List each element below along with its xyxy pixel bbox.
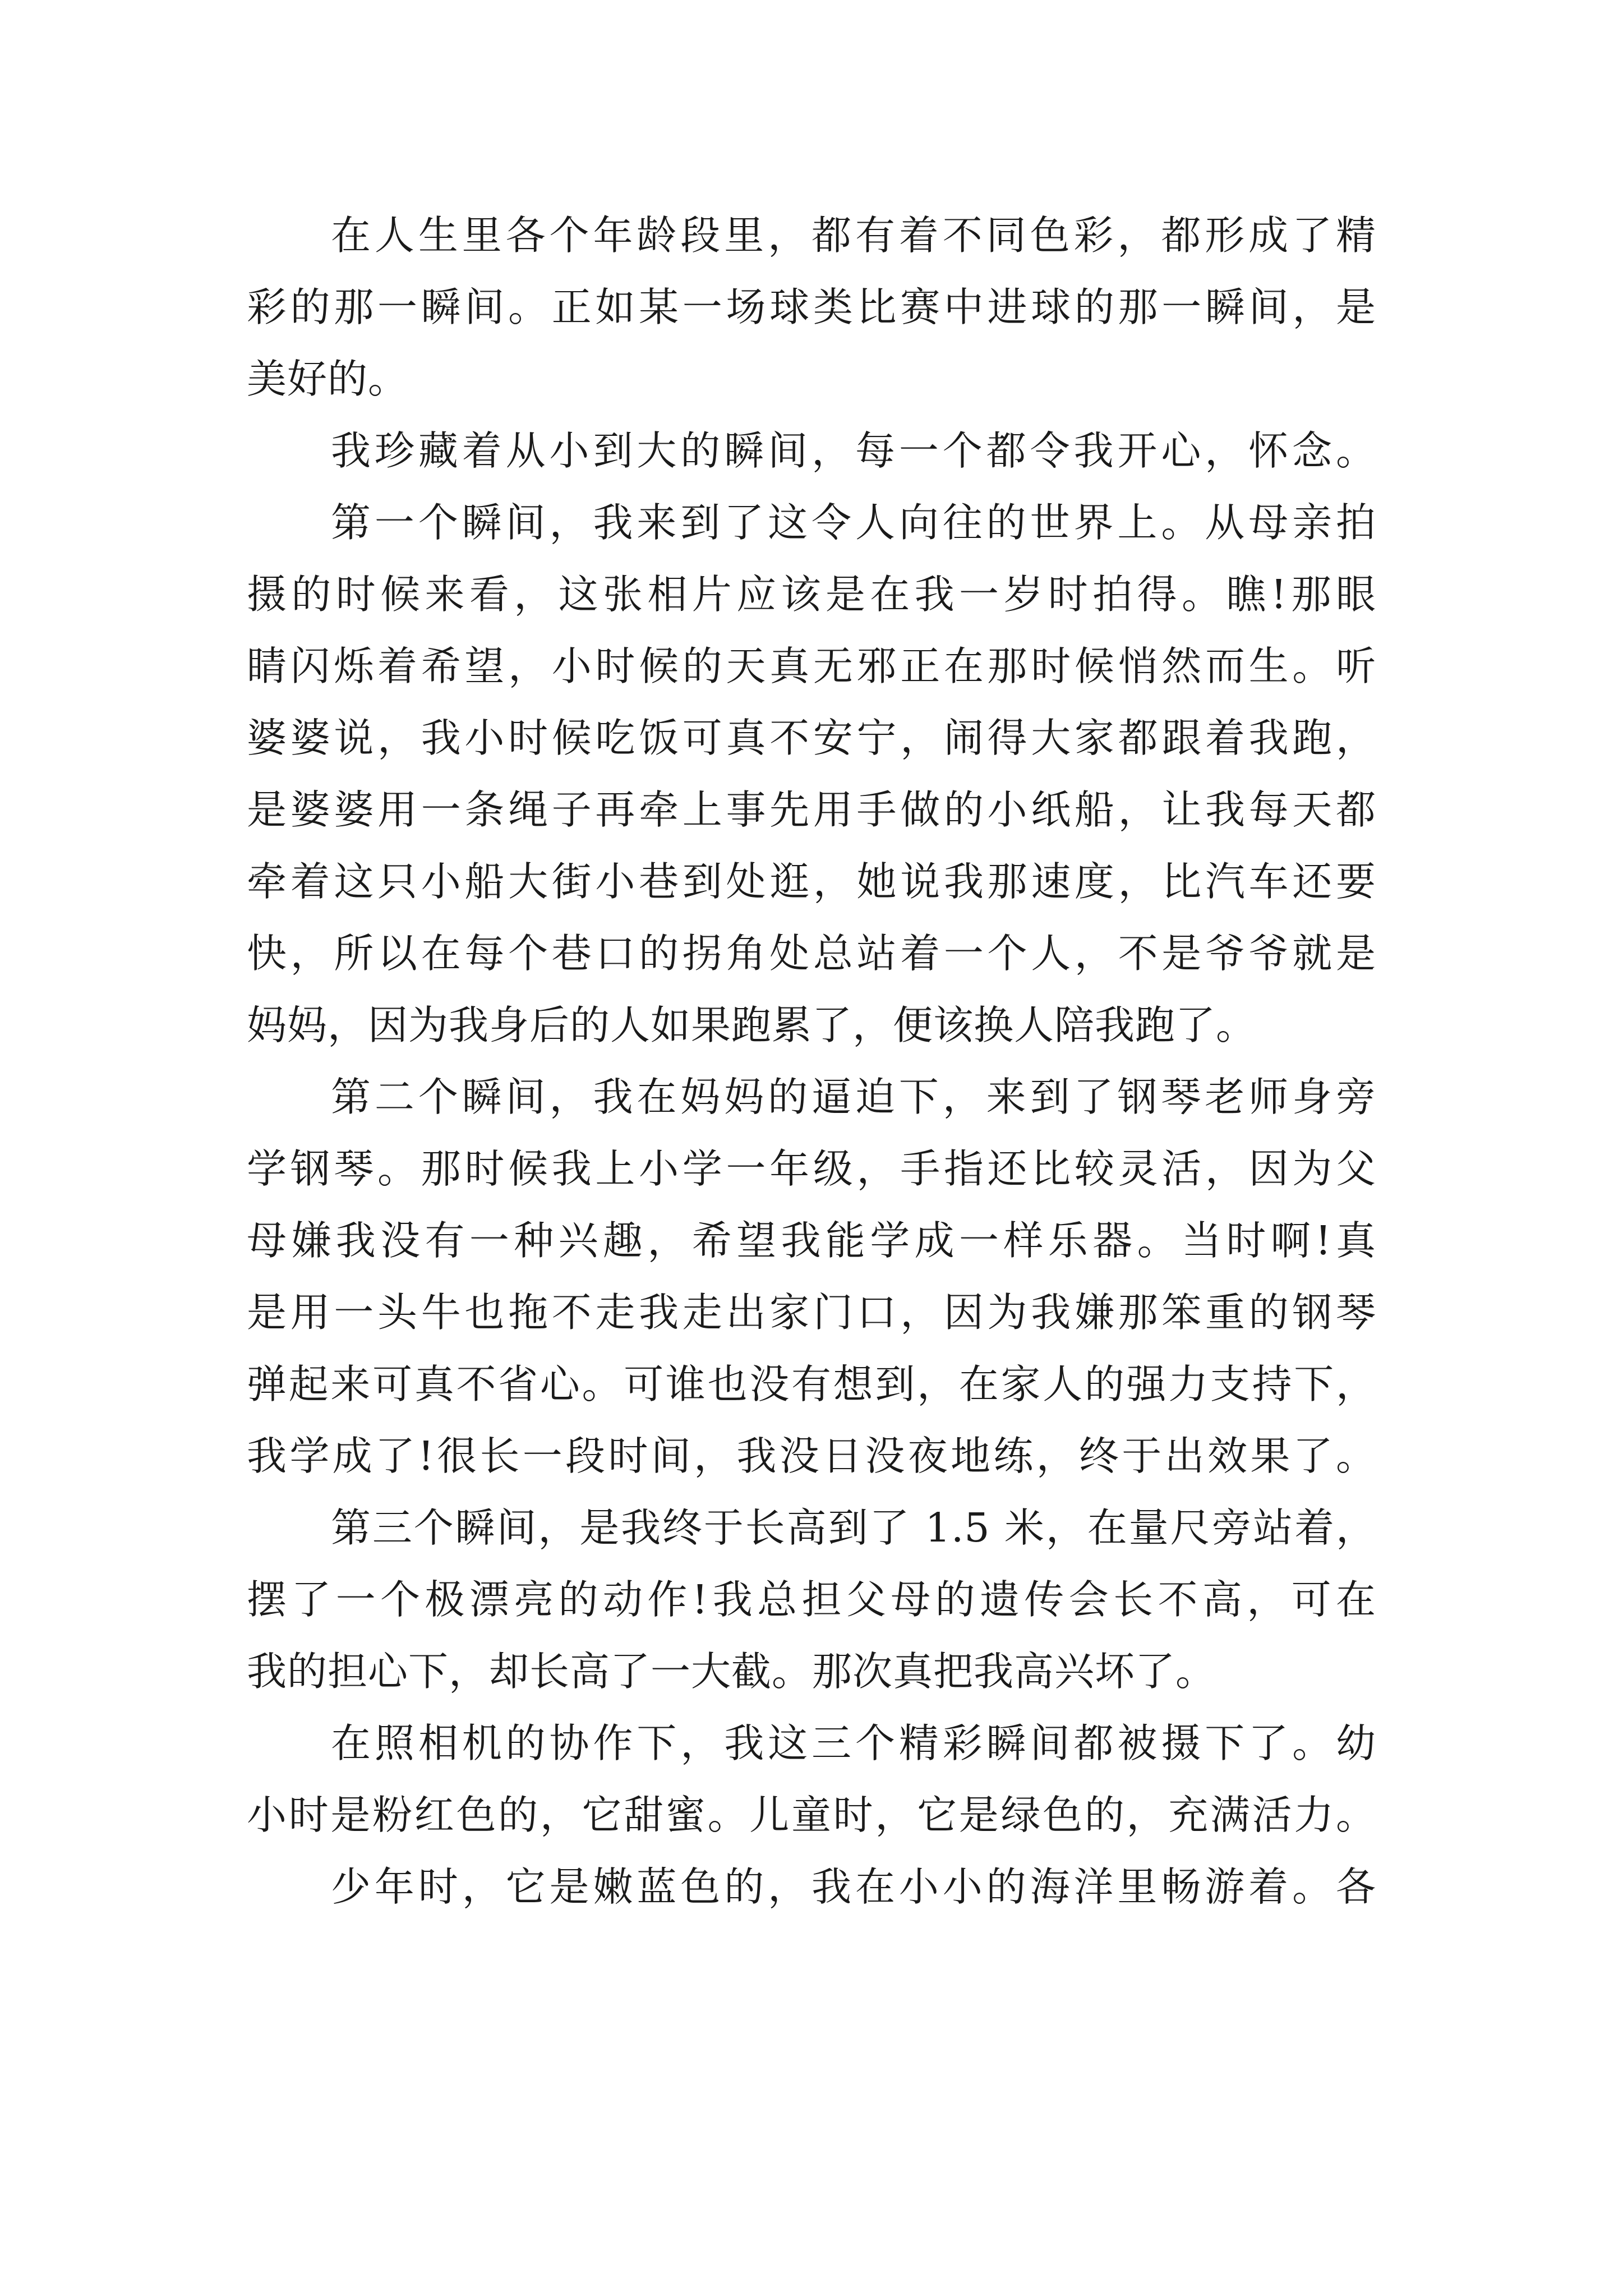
text-line: 彩的那一瞬间。正如某一场球类比赛中进球的那一瞬间，是 <box>247 284 1376 330</box>
text-line: 睛闪烁着希望，小时候的天真无邪正在那时候悄然而生。听 <box>247 643 1376 689</box>
text-line: 牵着这只小船大街小巷到处逛，她说我那速度，比汽车还要 <box>247 858 1376 905</box>
text-line: 在照相机的协作下，我这三个精彩瞬间都被摄下了。幼 <box>331 1720 1376 1766</box>
text-line: 第一个瞬间，我来到了这令人向往的世界上。从母亲拍 <box>331 499 1376 546</box>
text-line: 学钢琴。那时候我上小学一年级，手指还比较灵活，因为父 <box>247 1145 1376 1192</box>
text-line: 摆了一个极漂亮的动作!我总担父母的遗传会长不高，可在 <box>247 1576 1376 1623</box>
text-line: 小时是粉红色的，它甜蜜。儿童时，它是绿色的，充满活力。 <box>247 1792 1376 1838</box>
text-line: 母嫌我没有一种兴趣，希望我能学成一样乐器。当时啊!真 <box>247 1217 1376 1264</box>
text-line: 婆婆说，我小时候吃饭可真不安宁，闹得大家都跟着我跑， <box>247 715 1376 761</box>
text-line: 弹起来可真不省心。可谁也没有想到，在家人的强力支持下， <box>247 1361 1376 1407</box>
text-line: 第二个瞬间，我在妈妈的逼迫下，来到了钢琴老师身旁 <box>331 1074 1376 1120</box>
text-line: 在人生里各个年龄段里，都有着不同色彩，都形成了精 <box>331 212 1376 259</box>
text-line: 快，所以在每个巷口的拐角处总站着一个人，不是爷爷就是 <box>247 930 1376 977</box>
text-line: 摄的时候来看，这张相片应该是在我一岁时拍得。瞧!那眼 <box>247 571 1376 618</box>
text-line: 妈妈，因为我身后的人如果跑累了，便该换人陪我跑了。 <box>247 1002 1257 1048</box>
essay-body <box>247 200 1376 1923</box>
text-line: 我珍藏着从小到大的瞬间，每一个都令我开心，怀念。 <box>331 427 1376 474</box>
text-line: 我的担心下，却长高了一大截。那次真把我高兴坏了。 <box>247 1648 1216 1695</box>
text-line: 我学成了!很长一段时间，我没日没夜地练，终于出效果了。 <box>247 1433 1376 1479</box>
text-line: 第三个瞬间，是我终于长高到了 1.5 米，在量尺旁站着， <box>331 1504 1376 1551</box>
text-line: 美好的。 <box>247 356 409 402</box>
text-line: 是用一头牛也拖不走我走出家门口，因为我嫌那笨重的钢琴 <box>247 1289 1376 1336</box>
text-line: 少年时，它是嫩蓝色的，我在小小的海洋里畅游着。各 <box>331 1864 1376 1910</box>
text-line: 是婆婆用一条绳子再牵上事先用手做的小纸船，让我每天都 <box>247 786 1376 833</box>
